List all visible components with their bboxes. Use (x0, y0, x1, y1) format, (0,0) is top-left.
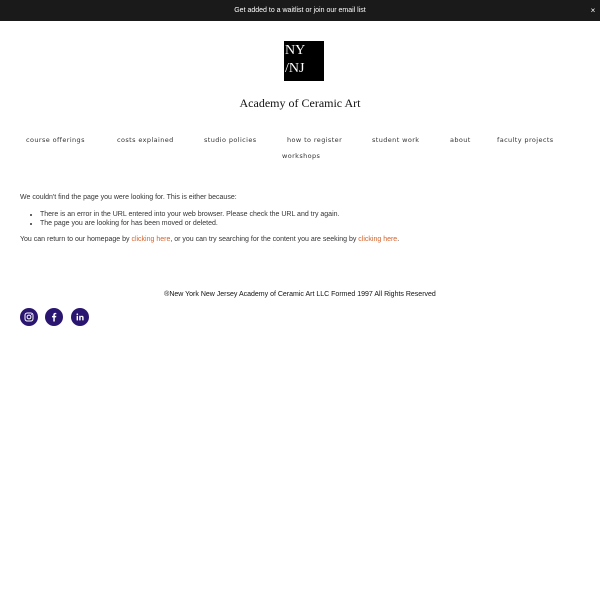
nav-item-studio-policies[interactable]: studio policies (204, 136, 257, 144)
facebook-icon (45, 308, 63, 326)
facebook-link[interactable] (45, 308, 63, 326)
nav-item-about[interactable]: about (450, 136, 471, 144)
nav-item-student-work[interactable]: student work (372, 136, 420, 144)
announcement-bar (0, 0, 600, 21)
list-item: • There is an error in the URL entered into your web browser. Please check the URL and try again. (40, 210, 580, 220)
logo-line-2: /NJ (285, 61, 305, 76)
instagram-icon (20, 308, 38, 326)
site-title[interactable]: Academy of Ceramic Art (239, 96, 361, 110)
site-logo[interactable] (284, 41, 324, 81)
announcement-link[interactable]: Get added to a waitlist or join our email list (234, 7, 366, 14)
close-icon[interactable]: × (590, 6, 596, 15)
list-item: • The page you are looking for has been moved or deleted. (40, 219, 580, 229)
nav-item-faculty-projects[interactable]: faculty projects (497, 136, 554, 144)
homepage-link[interactable]: clicking here (131, 235, 171, 243)
return-suffix: . (397, 235, 400, 243)
error-reasons-list (40, 210, 580, 229)
error-intro: We couldn't find the page you were looking for. This is either because: (20, 194, 237, 201)
search-link[interactable]: clicking here (358, 235, 398, 243)
nav-item-how-to-register[interactable]: how to register (287, 136, 343, 144)
nav-item-costs-explained[interactable]: costs explained (117, 136, 174, 144)
instagram-link[interactable] (20, 308, 38, 326)
return-paragraph (20, 235, 580, 245)
return-prefix: You can return to our homepage by (20, 235, 132, 243)
nav-item-workshops[interactable]: workshops (282, 152, 321, 160)
footer-copyright: ®New York New Jersey Academy of Ceramic Art LLC Formed 1997 All Rights Reserved (164, 291, 436, 298)
linkedin-icon (71, 308, 89, 326)
logo-line-1: NY (285, 43, 306, 58)
linkedin-link[interactable] (71, 308, 89, 326)
nav-item-course-offerings[interactable]: course offerings (26, 136, 85, 144)
error-content (20, 193, 580, 244)
return-middle: , or you can try searching for the content you are seeking by (170, 235, 359, 243)
